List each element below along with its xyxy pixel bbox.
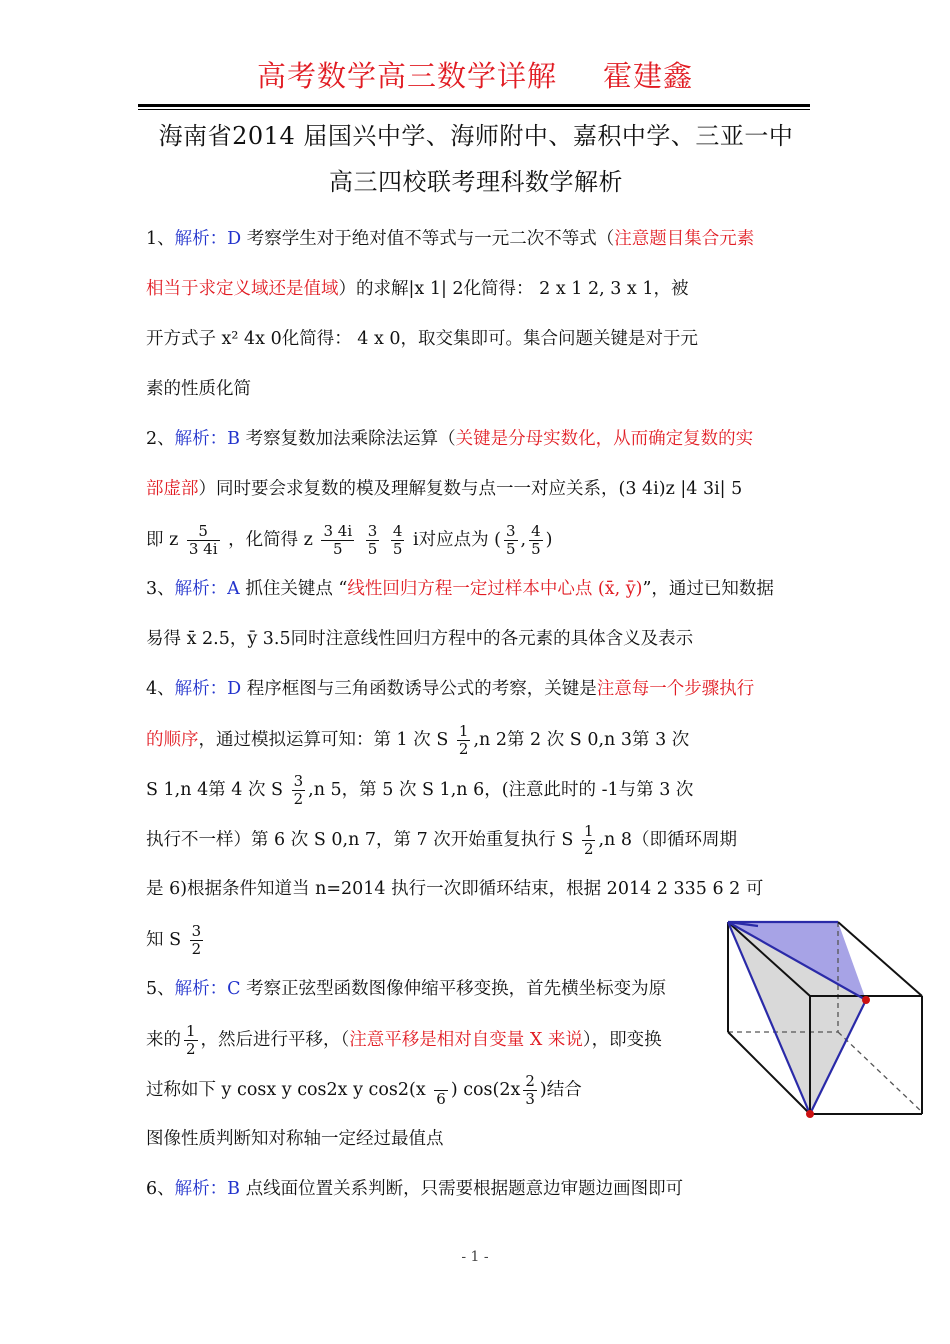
q2-fraction-2 [321,523,354,558]
q2-fraction-2-num: 3 4i [323,522,353,540]
q4-text: 程序框图与三角函数诱导公式的考察，关键是 [241,679,597,699]
q2-fraction-3 [366,523,380,558]
q5-line2 [146,1023,662,1058]
q4-line1 [146,677,754,701]
q1-note: 注意题目集合元素 [614,229,755,249]
q5-fraction-2-den: 6 [436,1090,446,1108]
q4-fraction-3 [582,823,596,858]
q2-text-3d: ) [545,530,553,550]
q2-text-3a: 即 z [146,530,179,550]
q2-text-3b: ，化简得 z [228,530,313,550]
q2-answer-tag: 解析：B [174,429,241,449]
q2-line2 [146,477,742,501]
q1-line2 [146,277,688,301]
q5-number: 5、 [146,979,175,999]
q4-text-4: 执行不一样）第 6 次 S 0,n 7，第 7 次开始重复执行 S [146,830,574,850]
q2-fraction-2-den: 5 [333,540,343,558]
q5-text-2: 来的 [146,1030,181,1050]
page-banner [0,54,950,95]
q4-line3 [146,773,693,808]
q4-fraction-2 [292,773,306,808]
cube-figure [718,912,928,1122]
q2-fraction-4-num: 4 [392,522,403,540]
q1-answer-tag: 解析：D [174,229,242,249]
q4-fraction-4-num: 3 [191,922,202,940]
header-rule [138,104,810,107]
vertex-point [806,1110,814,1118]
q1-number: 1、 [146,229,175,249]
doc-title-line1: 海南省2014 届国兴中学、海师附中、嘉积中学、三亚一中 [158,122,794,150]
q5-fraction-1-den: 2 [186,1040,196,1058]
q4-text-2: ，通过模拟运算可知：第 1 次 S [198,730,449,750]
q5-fraction-1 [184,1023,198,1058]
q4-number: 4、 [146,679,175,699]
q4-text-4b: ,n 8（即循环周期 [598,830,738,850]
q2-fraction-6-den: 5 [531,540,541,558]
q6-answer-tag: 解析：B [174,1179,241,1199]
q5-text-3b: ) cos(2x [450,1080,521,1100]
q4-text-3b: ,n 5，第 5 次 S 1,n 6，(注意此时的 -1与第 3 次 [308,780,694,800]
q5-fraction-1-num: 1 [186,1022,196,1040]
q6-number: 6、 [146,1179,175,1199]
q3-line2: 易得 x̄ 2.5，ȳ 3.5同时注意线性回归方程中的各元素的具体含义及表示 [146,629,694,649]
q1-line3: 开方式子 x² 4x 0化简得： 4 x 0，取交集即可。集合问题关键是对于元 [146,329,699,349]
q5-text-3c: )结合 [539,1080,582,1100]
q1-line1 [146,227,754,251]
q5-note: 注意平移是相对自变量 X 来说 [349,1030,583,1050]
q2-line3: 即 z $\frac{5}{3 4i}$ ，化简得 z $\frac{3 4i}{5}$ $\frac{3}{5}$ $\frac{4}{5}$ i对应点为 ( $\frac{3}{5}$ , $\frac{4}{5}$ ) [146,522,553,558]
q4-line5: 是 6)根据条件知道当 n=2014 执行一次即循环结束，根据 2014 2 335 6 2 可 [146,879,764,899]
q1-text-2: ）的求解|x 1| 2化简得： 2 x 1 2, 3 x 1，被 [338,279,689,299]
q2-fraction-6 [529,523,543,558]
q2-text-2: ）同时要会求复数的模及理解复数与点一一对应关系，(3 4i)z |4 3i| 5 [198,479,743,499]
q4-fraction-1 [457,723,471,758]
q1-note-cont: 相当于求定义域还是值域 [146,279,339,299]
q4-answer-tag: 解析：D [174,679,242,699]
q2-text: 考察复数加法乘除法运算（ [240,429,456,449]
q4-line4 [146,823,737,858]
q5-text-2b: ，然后进行平移，（ [200,1030,350,1050]
q5-fraction-2 [434,1073,448,1108]
q2-fraction-1-num: 5 [187,523,220,541]
q5-fraction-3-num: 2 [525,1072,535,1090]
q4-fraction-3-den: 2 [583,840,594,858]
q2-fraction-3-den: 5 [367,540,378,558]
q2-fraction-5-den: 5 [505,540,516,558]
page-number: - 1 - [461,1249,489,1265]
q5-fraction-2-num [434,1073,448,1091]
q4-line2 [146,723,689,758]
q2-fraction-4-den: 5 [392,540,403,558]
q5-text-2c: ），即变换 [582,1030,662,1050]
q4-text-6: 知 S [146,930,182,950]
q1-line4: 素的性质化简 [146,379,251,399]
vertex-point [862,996,870,1004]
q2-fraction-3-num: 3 [367,522,378,540]
q4-text-2b: ,n 2第 2 次 S 0,n 3第 3 次 [473,730,690,750]
q1-text: 考察学生对于绝对值不等式与一元二次不等式（ [241,229,615,249]
q3-text: 抓住关键点 “ [239,579,348,599]
doc-title-line2: 高三四校联考理科数学解析 [329,168,623,196]
q4-fraction-2-den: 2 [293,790,304,808]
q4-fraction-4 [190,923,204,958]
q3-note: 线性回归方程一定过样本中心点 (x̄, ȳ) [347,579,643,599]
q4-fraction-2-num: 3 [293,772,304,790]
q5-text-3: 过称如下 y cosx y cos2x y cos2(x [146,1080,426,1100]
banner-author: 霍建鑫 [603,59,694,93]
q2-note-cont: 部虚部 [146,479,199,499]
q2-fraction-6-num: 4 [531,522,541,540]
q2-fraction-5-num: 3 [505,522,516,540]
q2-line1 [146,427,753,451]
q2-fraction-1 [187,523,220,558]
q5-answer-tag: 解析：C [174,979,241,999]
q3-number: 3、 [146,579,175,599]
q4-fraction-1-den: 2 [458,740,469,758]
q2-fraction-1-den: 3 4i [188,540,218,558]
q5-fraction-3-den: 3 [525,1090,535,1108]
q2-number: 2、 [146,429,175,449]
q4-note-cont: 的顺序 [146,730,199,750]
q3-line1 [146,577,774,601]
q5-line4: 图像性质判断知对称轴一定经过最值点 [146,1129,444,1149]
q4-fraction-3-num: 1 [583,822,594,840]
q5-text: 考察正弦型函数图像伸缩平移变换，首先横坐标变为原 [240,979,667,999]
q2-text-3c: i对应点为 ( [412,530,501,550]
q5-line1 [146,977,666,1001]
q4-fraction-4-den: 2 [191,940,202,958]
q5-fraction-3 [523,1073,537,1108]
q2-fraction-5 [504,523,518,558]
q4-text-3: S 1,n 4第 4 次 S [146,780,284,800]
q4-note: 注意每一个步骤执行 [596,679,755,699]
q4-fraction-1-num: 1 [458,722,469,740]
banner-title: 高考数学高三数学详解 [256,59,557,93]
q3-text-b: ”，通过已知数据 [642,579,774,599]
q4-line6 [146,923,206,958]
q2-fraction-4 [391,523,405,558]
q5-line3 [146,1073,582,1108]
header-rule-thin [138,109,810,110]
q2-note: 关键是分母实数化，从而确定复数的实 [455,429,754,449]
q3-answer-tag: 解析：A [174,579,240,599]
q6-text: 点线面位置关系判断，只需要根据题意边审题边画图即可 [240,1179,684,1199]
q6-line1 [146,1177,683,1201]
